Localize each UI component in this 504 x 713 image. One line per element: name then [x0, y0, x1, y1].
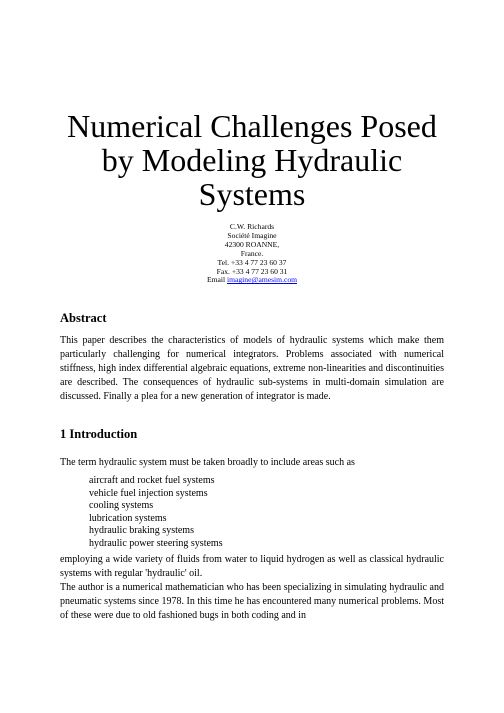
list-item: hydraulic power steering systems	[89, 537, 223, 549]
author-email-line	[100, 276, 404, 285]
list-item: hydraulic braking systems	[89, 525, 194, 537]
introduction-heading: 1 Introduction	[60, 427, 138, 441]
title-line-2: by Modeling Hydraulic	[101, 142, 403, 178]
hydraulic-areas-list	[89, 475, 223, 551]
abstract-text: This paper describes the characteristics of models of hydraulic systems which make them particularly challenging for numerical integrators. Problems associated with numerical stiffness, high index differential algebraic equations, extreme non-linearities and discontinuities are described. The consequences of hydraulic sub-systems in multi-domain simulation are discussed. Finally a plea for a new generation of integrator is made.	[60, 335, 444, 402]
email-label: Email	[206, 275, 227, 285]
author-name: C.W. Richards	[229, 222, 275, 231]
author-company: Société Imagine	[227, 230, 277, 240]
introduction-lead: The term hydraulic system must be taken broadly to include areas such as	[60, 457, 355, 468]
paper-title	[40, 109, 464, 211]
author-tel: Tel. +33 4 77 23 60 37	[217, 257, 287, 267]
author-fax: Fax. +33 4 77 23 60 31	[216, 266, 288, 276]
list-item: lubrication systems	[89, 512, 167, 524]
title-line-3: Systems	[198, 176, 306, 212]
author-country: France.	[240, 248, 264, 258]
list-item: vehicle fuel injection systems	[89, 487, 208, 499]
introduction-paragraph-1: employing a wide variety of fluids from water to liquid hydrogen as well as classical hydraulic systems with regular 'hydraulic' oil.	[60, 554, 444, 579]
author-city: 42300 ROANNE,	[224, 239, 280, 249]
email-link[interactable]: imagine@amesim.com	[227, 275, 298, 285]
author-block	[100, 223, 404, 285]
introduction-paragraph-2: The author is a numerical mathematician who has been specializing in simulating hydraulic and pneumatic systems since 1978. In this time he has encountered many numerical problems. Most of these were due to old fashioned bugs in both coding and in	[60, 582, 444, 621]
title-line-1: Numerical Challenges Posed	[67, 108, 437, 144]
list-item: cooling systems	[89, 500, 154, 512]
list-item: aircraft and rocket fuel systems	[89, 475, 215, 486]
abstract-heading: Abstract	[60, 311, 107, 325]
